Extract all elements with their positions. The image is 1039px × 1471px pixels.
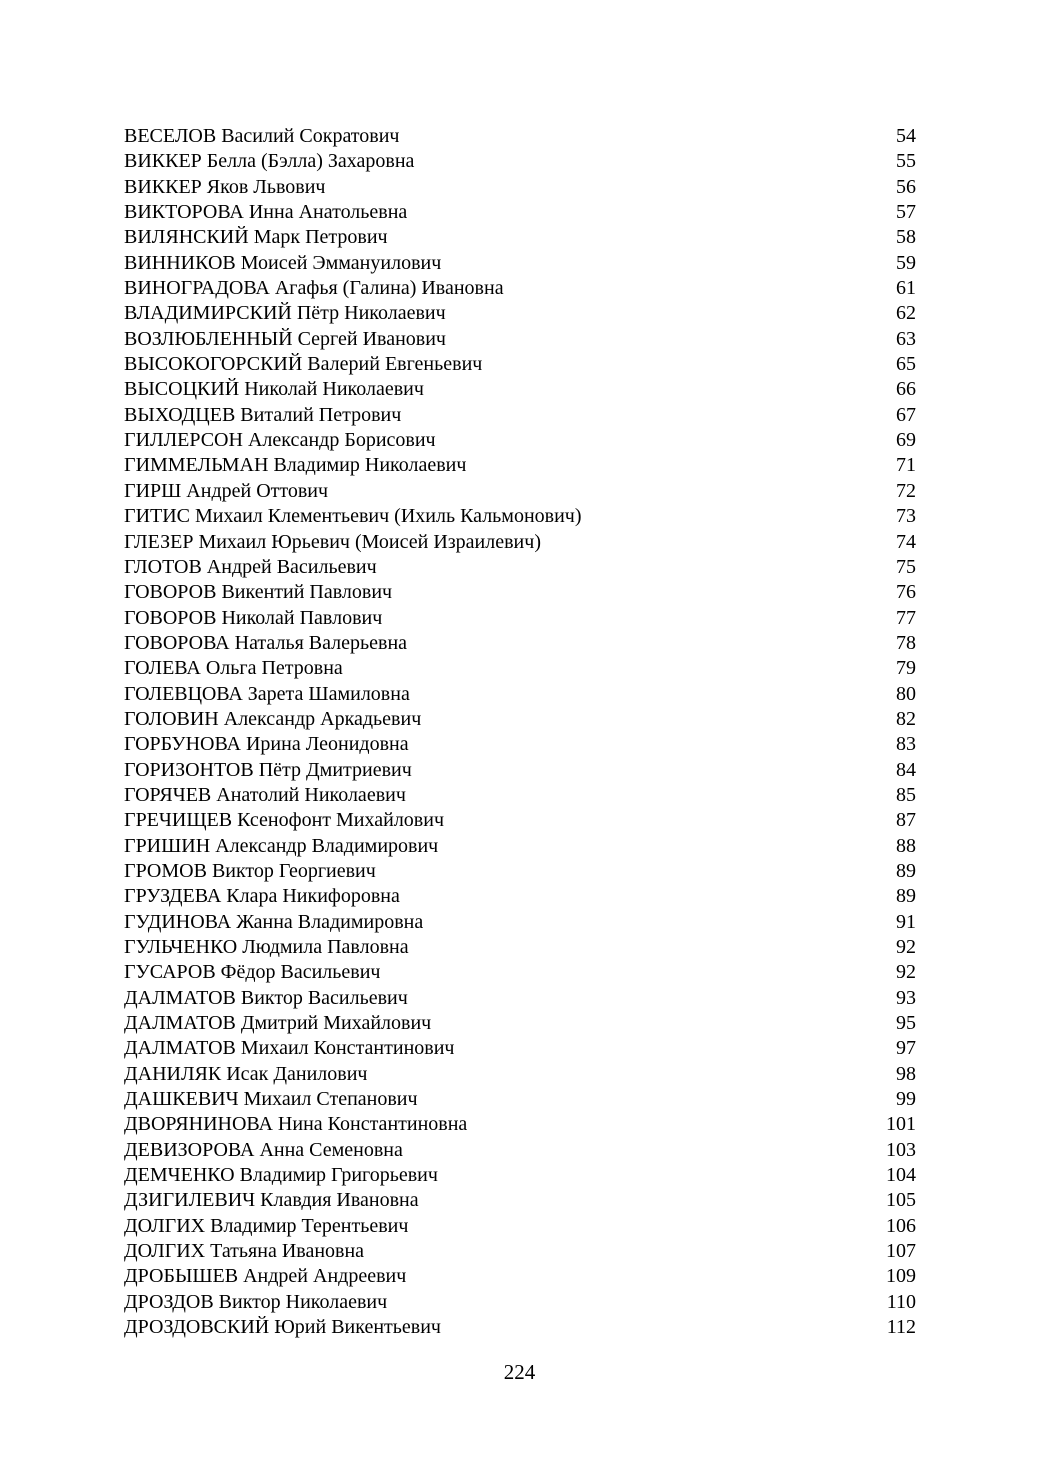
toc-entry-name: ГУЛЬЧЕНКО Людмила Павловна xyxy=(124,936,409,958)
toc-entry-page: 75 xyxy=(896,555,916,578)
toc-entry xyxy=(124,1315,916,1340)
toc-entry-name: ВИЛЯНСКИЙ Марк Петрович xyxy=(124,226,388,249)
toc-entry-name: ВЫСОКОГОРСКИЙ Валерий Евгеньевич xyxy=(124,353,483,376)
toc-entry xyxy=(124,783,916,808)
toc-entry xyxy=(124,225,916,250)
toc-entry xyxy=(124,124,916,149)
toc-entry xyxy=(124,935,916,960)
toc-entry-page: 104 xyxy=(886,1164,916,1187)
toc-entry-name: ГОЛЕВА Ольга Петровна xyxy=(124,657,343,680)
toc-entry-page: 54 xyxy=(896,125,916,147)
toc-entry-page: 110 xyxy=(886,1290,916,1313)
toc-entry-name: ГИРШ Андрей Оттович xyxy=(124,479,329,502)
toc-entry-name: ГУДИНОВА Жанна Владимировна xyxy=(124,910,424,933)
toc-entry-page: 58 xyxy=(896,226,916,249)
toc-entry-name: ДАЛМАТОВ Виктор Васильевич xyxy=(124,986,408,1009)
toc-entry-page: 73 xyxy=(896,505,916,528)
toc-entry-page: 89 xyxy=(896,885,916,908)
toc-entry-page: 93 xyxy=(896,986,916,1009)
toc-entry-page: 82 xyxy=(896,707,916,730)
toc-entry-page: 112 xyxy=(886,1316,916,1339)
toc-entry-name: ВИКТОРОВА Инна Анатольевна xyxy=(124,201,408,224)
toc-entry-page: 65 xyxy=(896,353,916,376)
toc-entry xyxy=(124,251,916,276)
toc-entry xyxy=(124,758,916,783)
toc-entry-name: ГОРИЗОНТОВ Пётр Дмитриевич xyxy=(124,758,412,781)
toc-entry-name: ГОВОРОВ Николай Павлович xyxy=(124,606,383,629)
toc-entry xyxy=(124,960,916,985)
toc-entry-name: ВИННИКОВ Моисей Эммануилович xyxy=(124,251,442,274)
toc-entry-page: 109 xyxy=(886,1265,916,1288)
toc-entry-page: 92 xyxy=(896,936,916,958)
toc-entry-name: ГУСАРОВ Фёдор Васильевич xyxy=(124,961,381,984)
toc-entry xyxy=(124,530,916,555)
toc-entry-name: ДОЛГИХ Татьяна Ивановна xyxy=(124,1240,365,1263)
toc-entry-name: ГОРЯЧЕВ Анатолий Николаевич xyxy=(124,783,406,806)
page-number: 224 xyxy=(503,1360,536,1384)
toc-entry xyxy=(124,479,916,504)
toc-entry-page: 103 xyxy=(886,1138,916,1161)
toc-entry xyxy=(124,1036,916,1061)
toc-entry-page: 56 xyxy=(896,175,916,198)
toc-entry xyxy=(124,631,916,656)
toc-entry-page: 59 xyxy=(896,251,916,274)
toc-entry xyxy=(124,403,916,428)
toc-entry-page: 83 xyxy=(896,733,916,756)
toc-entry-page: 98 xyxy=(896,1062,916,1085)
toc-entry xyxy=(124,276,916,301)
toc-entry xyxy=(124,1163,916,1188)
toc-entry-name: ГОВОРОВА Наталья Валерьевна xyxy=(124,631,408,654)
toc-entry-name: ВЫСОЦКИЙ Николай Николаевич xyxy=(124,378,424,401)
toc-entry xyxy=(124,149,916,174)
toc-entry-name: ДРОЗДОВ Виктор Николаевич xyxy=(124,1290,388,1313)
toc-entry-name: ДРОЗДОВСКИЙ Юрий Викентьевич xyxy=(124,1316,441,1339)
toc-entry-page: 72 xyxy=(896,479,916,502)
toc-entry-name: ГОВОРОВ Викентий Павлович xyxy=(124,581,393,604)
toc-entry-page: 101 xyxy=(886,1113,916,1136)
toc-entry xyxy=(124,986,916,1011)
toc-entry xyxy=(124,1214,916,1239)
toc-entry xyxy=(124,910,916,935)
toc-entry-name: ВИККЕР Яков Львович xyxy=(124,175,326,198)
toc-entry-name: ДАЛМАТОВ Дмитрий Михайлович xyxy=(124,1012,432,1035)
toc-entry-name: ВЛАДИМИРСКИЙ Пётр Николаевич xyxy=(124,302,446,325)
toc-entry-page: 97 xyxy=(896,1037,916,1060)
toc-entry-name: ДОЛГИХ Владимир Терентьевич xyxy=(124,1214,409,1237)
toc-entry-name: ДЗИГИЛЕВИЧ Клавдия Ивановна xyxy=(124,1189,419,1212)
toc-entry-page: 61 xyxy=(896,277,916,300)
toc-entry-page: 107 xyxy=(886,1240,916,1263)
toc-entry xyxy=(124,1087,916,1112)
toc-entry-name: ГОЛЕВЦОВА Зарета Шамиловна xyxy=(124,682,410,705)
toc-entry-name: ВИККЕР Белла (Бэлла) Захаровна xyxy=(124,150,415,173)
toc-entry-page: 92 xyxy=(896,961,916,984)
toc-entry xyxy=(124,682,916,707)
toc-entry xyxy=(124,175,916,200)
toc-entry-page: 84 xyxy=(896,758,916,781)
toc-entry-page: 78 xyxy=(896,631,916,654)
toc-entry-page: 106 xyxy=(886,1214,916,1237)
toc-entry xyxy=(124,1290,916,1315)
toc-entry xyxy=(124,707,916,732)
toc-entry-name: ГРУЗДЕВА Клара Никифоровна xyxy=(124,885,400,908)
toc-entry-page: 69 xyxy=(896,429,916,452)
toc-entry-page: 71 xyxy=(896,454,916,477)
toc-entry-page: 85 xyxy=(896,783,916,806)
toc-entry-name: ГИЛЛЕРСОН Александр Борисович xyxy=(124,429,436,452)
toc-entry-name: ГОЛОВИН Александр Аркадьевич xyxy=(124,707,422,730)
toc-entry xyxy=(124,1112,916,1137)
toc-entry-name: ВЕСЕЛОВ Василий Сократович xyxy=(124,125,400,147)
toc-entry-page: 66 xyxy=(896,378,916,401)
toc-entry-name: ГИММЕЛЬМАН Владимир Николаевич xyxy=(124,454,467,477)
toc-entry-page: 76 xyxy=(896,581,916,604)
toc-entry-name: ВИНОГРАДОВА Агафья (Галина) Ивановна xyxy=(124,277,504,300)
toc-entry xyxy=(124,1188,916,1213)
toc-entry xyxy=(124,352,916,377)
toc-entry xyxy=(124,1264,916,1289)
toc-entry xyxy=(124,1239,916,1264)
toc-entry-name: ДАШКЕВИЧ Михаил Степанович xyxy=(124,1088,418,1111)
toc-entry-page: 91 xyxy=(896,910,916,933)
toc-entry-name: ВЫХОДЦЕВ Виталий Петрович xyxy=(124,403,402,426)
toc-entry-page: 63 xyxy=(896,327,916,350)
toc-entry xyxy=(124,834,916,859)
toc-entry-page: 57 xyxy=(896,201,916,224)
toc-entry-page: 99 xyxy=(896,1088,916,1111)
toc-entry xyxy=(124,200,916,225)
toc-entry-page: 88 xyxy=(896,834,916,857)
toc-entry-page: 80 xyxy=(896,682,916,705)
toc-entry xyxy=(124,580,916,605)
toc-entry xyxy=(124,327,916,352)
toc-entry-page: 79 xyxy=(896,657,916,680)
toc-entry xyxy=(124,606,916,631)
toc-entry xyxy=(124,808,916,833)
toc-entry-page: 74 xyxy=(896,530,916,553)
toc-entry xyxy=(124,884,916,909)
toc-entry-page: 62 xyxy=(896,302,916,325)
toc-entry-name: ГРЕЧИЩЕВ Ксенофонт Михайлович xyxy=(124,809,445,832)
toc-entry-name: ГИТИС Михаил Клементьевич (Ихиль Кальмонович) xyxy=(124,505,582,528)
toc-entry-name: ГРИШИН Александр Владимирович xyxy=(124,834,439,857)
toc-entry-name: ВОЗЛЮБЛЕННЫЙ Сергей Иванович xyxy=(124,327,446,350)
toc-entry-page: 77 xyxy=(896,606,916,629)
toc-entry xyxy=(124,453,916,478)
toc-entry-page: 105 xyxy=(886,1189,916,1212)
toc-entry xyxy=(124,1011,916,1036)
toc-entry-name: ГЛОТОВ Андрей Васильевич xyxy=(124,555,377,578)
toc-entry-page: 55 xyxy=(896,150,916,173)
toc-entry-name: ДРОБЫШЕВ Андрей Андреевич xyxy=(124,1265,407,1288)
toc-entry-name: ДЕВИЗОРОВА Анна Семеновна xyxy=(124,1138,403,1161)
toc-entry xyxy=(124,859,916,884)
toc-entry xyxy=(124,1138,916,1163)
toc-entry-page: 95 xyxy=(896,1012,916,1035)
toc-entry xyxy=(124,732,916,757)
toc-entry-name: ДЕМЧЕНКО Владимир Григорьевич xyxy=(124,1164,438,1187)
toc-entry xyxy=(124,656,916,681)
toc-entry-name: ГЛЕЗЕР Михаил Юрьевич (Моисей Израилевич) xyxy=(124,530,541,553)
toc-entry xyxy=(124,1062,916,1087)
toc-entry-name: ДАНИЛЯК Исак Данилович xyxy=(124,1062,368,1085)
toc-entry-page: 87 xyxy=(896,809,916,832)
toc-entry-name: ДВОРЯНИНОВА Нина Константиновна xyxy=(124,1113,468,1136)
table-of-contents xyxy=(124,124,916,1341)
toc-entry xyxy=(124,555,916,580)
toc-entry-name: ГОРБУНОВА Ирина Леонидовна xyxy=(124,733,409,756)
toc-entry-name: ДАЛМАТОВ Михаил Константинович xyxy=(124,1037,455,1060)
toc-entry xyxy=(124,377,916,402)
toc-entry-page: 67 xyxy=(896,403,916,426)
toc-entry xyxy=(124,504,916,529)
toc-entry xyxy=(124,428,916,453)
toc-entry xyxy=(124,301,916,326)
toc-entry-name: ГРОМОВ Виктор Георгиевич xyxy=(124,859,376,882)
toc-entry-page: 89 xyxy=(896,859,916,882)
